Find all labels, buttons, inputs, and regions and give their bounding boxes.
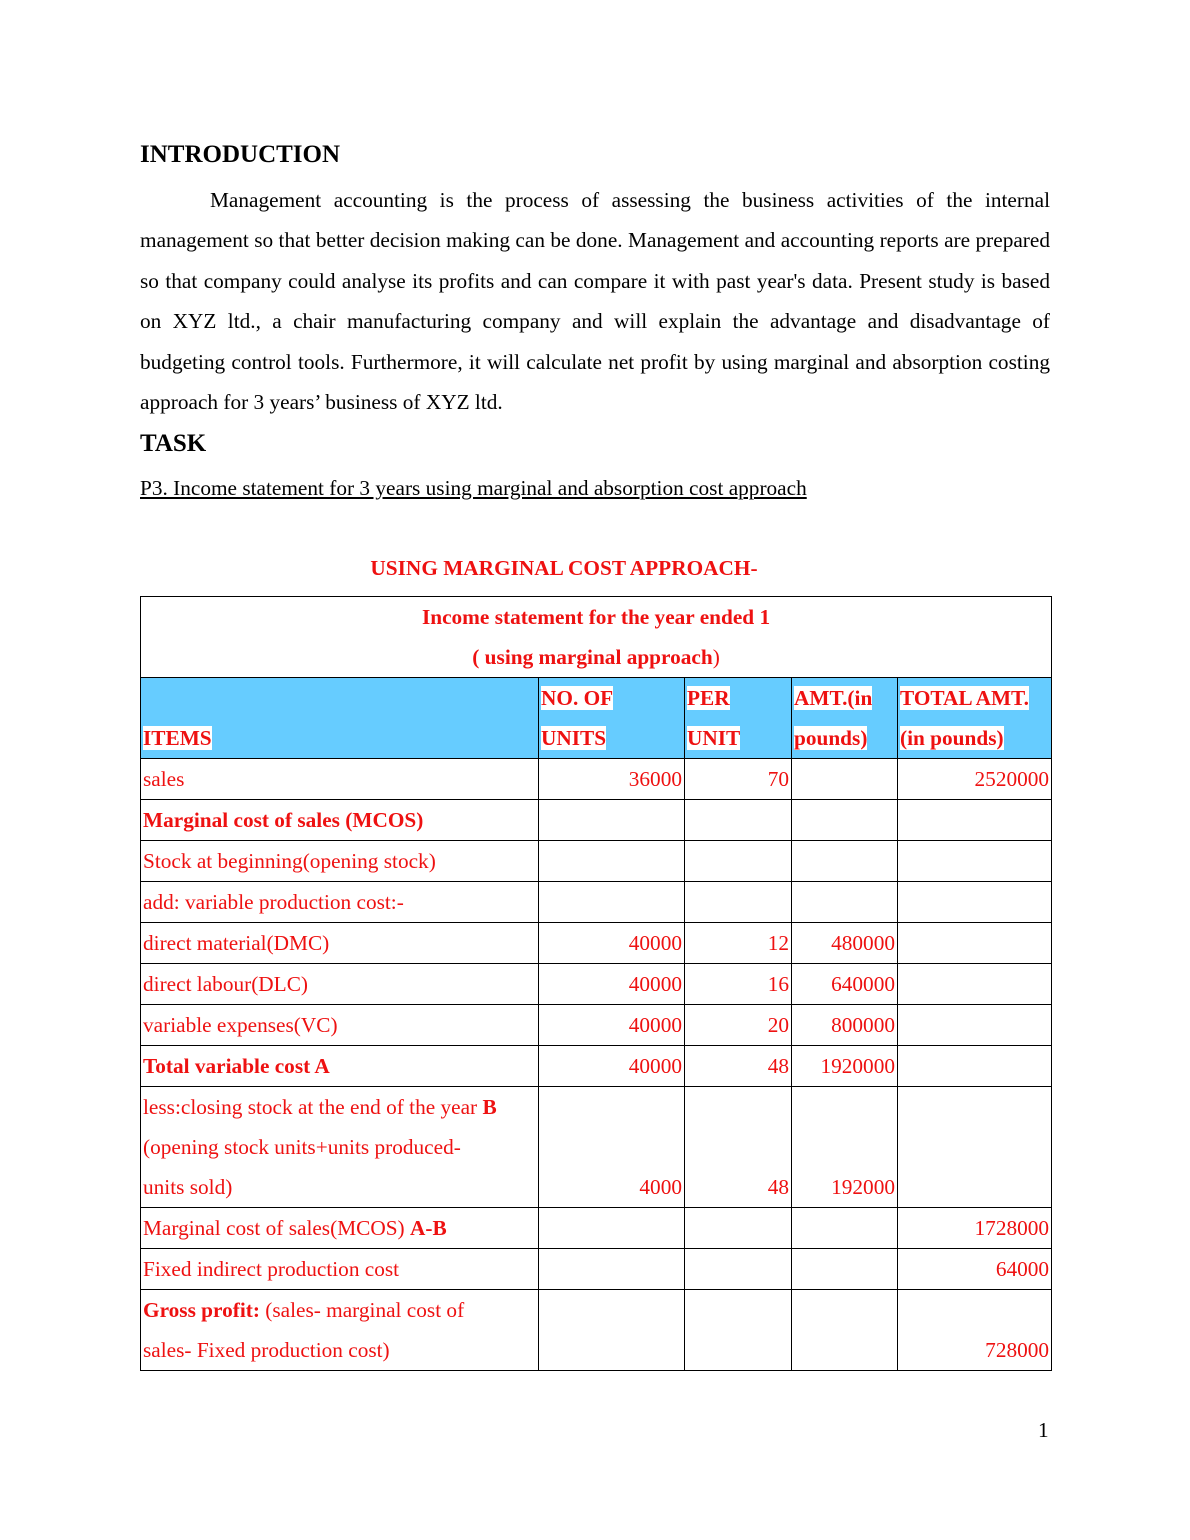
row-per-unit: 12 bbox=[685, 923, 792, 964]
header-per-unit bbox=[685, 678, 792, 759]
caption-line-1: Income statement for the year ended 1 bbox=[421, 605, 771, 629]
row-units bbox=[539, 800, 685, 841]
header-amt-line2: pounds) bbox=[794, 726, 868, 750]
row-per-unit: 16 bbox=[685, 964, 792, 1005]
caption-line-2 bbox=[143, 637, 1049, 677]
row-total: 728000 bbox=[898, 1290, 1052, 1371]
row-total bbox=[898, 800, 1052, 841]
row-total bbox=[898, 882, 1052, 923]
row-total: 1728000 bbox=[898, 1208, 1052, 1249]
header-per-line2: UNIT bbox=[687, 726, 741, 750]
header-items bbox=[141, 678, 539, 759]
row-per-unit: 70 bbox=[685, 759, 792, 800]
header-total-line1: TOTAL AMT. bbox=[900, 686, 1029, 710]
row-per-unit: 48 bbox=[685, 1046, 792, 1087]
row-label: direct labour(DLC) bbox=[141, 964, 539, 1005]
table-row bbox=[141, 923, 1052, 964]
header-units-line1: NO. OF bbox=[541, 686, 614, 710]
header-amount bbox=[792, 678, 898, 759]
table-row bbox=[141, 1290, 1052, 1371]
row-label-line2: (opening stock units+units produced- bbox=[143, 1135, 461, 1159]
row-units: 40000 bbox=[539, 923, 685, 964]
table-row bbox=[141, 1087, 1052, 1208]
table-row bbox=[141, 1046, 1052, 1087]
row-total bbox=[898, 964, 1052, 1005]
row-label-line3: units sold) bbox=[143, 1175, 233, 1199]
row-units bbox=[539, 841, 685, 882]
row-label: sales bbox=[141, 759, 539, 800]
table-row bbox=[141, 841, 1052, 882]
table-row bbox=[141, 759, 1052, 800]
row-amount: 192000 bbox=[792, 1087, 898, 1208]
row-total: 2520000 bbox=[898, 759, 1052, 800]
row-total bbox=[898, 1087, 1052, 1208]
table-row bbox=[141, 1005, 1052, 1046]
row-amount bbox=[792, 759, 898, 800]
row-amount bbox=[792, 1208, 898, 1249]
row-label-part: Marginal cost of sales(MCOS) bbox=[143, 1216, 410, 1240]
row-total bbox=[898, 1005, 1052, 1046]
row-units bbox=[539, 882, 685, 923]
row-amount bbox=[792, 882, 898, 923]
row-units: 4000 bbox=[539, 1087, 685, 1208]
row-label: Stock at beginning(opening stock) bbox=[141, 841, 539, 882]
row-amount bbox=[792, 841, 898, 882]
row-label-part: (sales- marginal cost of bbox=[259, 1298, 465, 1322]
table-row bbox=[141, 964, 1052, 1005]
row-per-unit bbox=[685, 841, 792, 882]
row-label: Total variable cost A bbox=[141, 1046, 539, 1087]
row-units bbox=[539, 1290, 685, 1371]
table-row bbox=[141, 1249, 1052, 1290]
row-amount: 800000 bbox=[792, 1005, 898, 1046]
row-amount: 640000 bbox=[792, 964, 898, 1005]
row-per-unit bbox=[685, 800, 792, 841]
row-per-unit bbox=[685, 1249, 792, 1290]
row-amount: 1920000 bbox=[792, 1046, 898, 1087]
table-row bbox=[141, 800, 1052, 841]
statement-title: USING MARGINAL COST APPROACH- bbox=[370, 556, 758, 580]
row-label: add: variable production cost:- bbox=[141, 882, 539, 923]
row-total bbox=[898, 1046, 1052, 1087]
row-label-line2: sales- Fixed production cost) bbox=[143, 1338, 390, 1362]
row-per-unit bbox=[685, 1208, 792, 1249]
row-label-bold: A-B bbox=[409, 1216, 447, 1240]
header-items-label: ITEMS bbox=[143, 726, 212, 750]
caption-line-2-tail: ) bbox=[712, 645, 720, 669]
table-caption-row bbox=[141, 597, 1052, 678]
header-total-line2: (in pounds) bbox=[900, 726, 1004, 750]
row-total: 64000 bbox=[898, 1249, 1052, 1290]
table-row bbox=[141, 1208, 1052, 1249]
task-heading: TASK bbox=[140, 430, 207, 457]
introduction-paragraph: Management accounting is the process of assessing the business activities of the internal management so that better decision making can be done. Management and accounting reports are prepared so that company could analyse its profits and can compare it with past year's data. Present study is based on XYZ ltd., a chair manufacturing company and will explain the advantage and disadvantage of budgeting control tools. Furthermore, it will calculate net profit by using marginal and absorption costing approach for 3 years’ business of XYZ ltd. bbox=[140, 188, 1050, 415]
header-amt-line1: AMT.(in bbox=[794, 686, 873, 710]
row-amount: 480000 bbox=[792, 923, 898, 964]
table-header-row bbox=[141, 678, 1052, 759]
table-row bbox=[141, 882, 1052, 923]
page-number: 1 bbox=[1038, 1418, 1049, 1442]
row-units: 40000 bbox=[539, 1005, 685, 1046]
row-units bbox=[539, 1249, 685, 1290]
row-label: variable expenses(VC) bbox=[141, 1005, 539, 1046]
header-units-line2: UNITS bbox=[541, 726, 607, 750]
row-total bbox=[898, 841, 1052, 882]
row-per-unit bbox=[685, 882, 792, 923]
row-total bbox=[898, 923, 1052, 964]
task-subheading: P3. Income statement for 3 years using marginal and absorption cost approach bbox=[140, 476, 807, 500]
row-per-unit: 48 bbox=[685, 1087, 792, 1208]
row-per-unit bbox=[685, 1290, 792, 1371]
row-amount bbox=[792, 1249, 898, 1290]
row-label-bold: B bbox=[482, 1095, 497, 1119]
table-caption bbox=[141, 597, 1052, 678]
row-label: Marginal cost of sales (MCOS) bbox=[141, 800, 539, 841]
caption-line-2-bold: ( using marginal approach bbox=[472, 645, 713, 669]
row-label-bold: Gross profit: bbox=[143, 1298, 260, 1322]
row-label bbox=[141, 1208, 539, 1249]
row-units: 40000 bbox=[539, 964, 685, 1005]
header-per-line1: PER bbox=[687, 686, 730, 710]
introduction-heading: INTRODUCTION bbox=[140, 141, 341, 168]
header-units bbox=[539, 678, 685, 759]
row-per-unit: 20 bbox=[685, 1005, 792, 1046]
row-label bbox=[141, 1087, 539, 1208]
row-label-part: less:closing stock at the end of the year bbox=[143, 1095, 483, 1119]
row-label bbox=[141, 1290, 539, 1371]
row-units: 40000 bbox=[539, 1046, 685, 1087]
row-label: Fixed indirect production cost bbox=[141, 1249, 539, 1290]
row-units: 36000 bbox=[539, 759, 685, 800]
header-total bbox=[898, 678, 1052, 759]
row-amount bbox=[792, 800, 898, 841]
row-units bbox=[539, 1208, 685, 1249]
row-label: direct material(DMC) bbox=[141, 923, 539, 964]
row-amount bbox=[792, 1290, 898, 1371]
income-statement-table bbox=[140, 596, 1052, 1371]
